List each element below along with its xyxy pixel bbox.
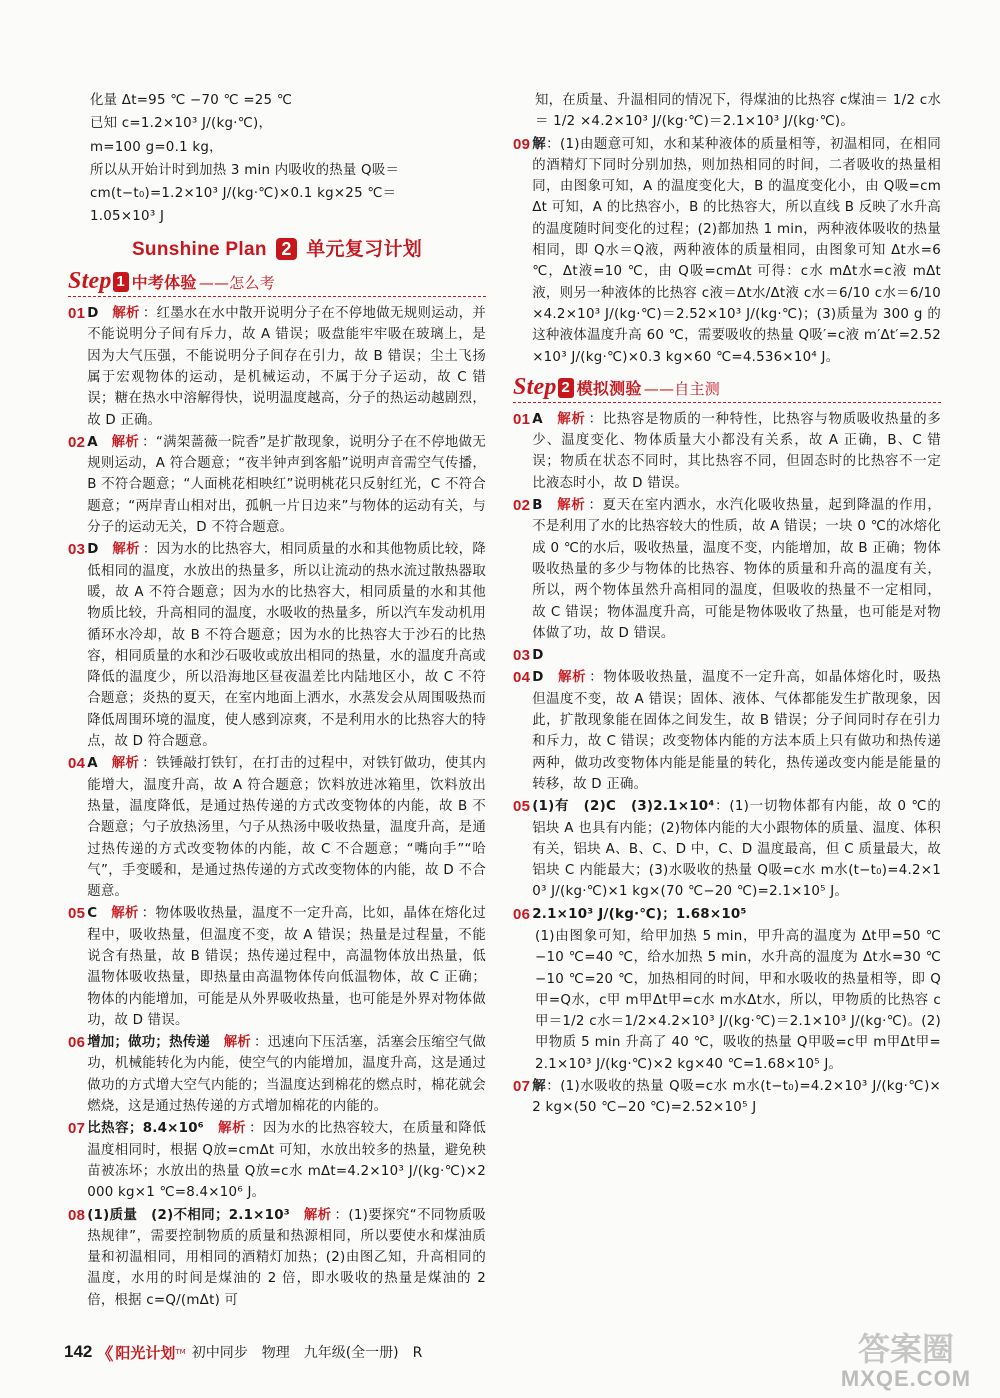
question-number: 04 xyxy=(68,755,86,773)
analysis-text: ：因为水的比热容较大，在质量和降低温度相同时，根据 Q放=cmΔt 可知，水放出较多的热量，避免秧苗被冻坏；水放出的热量 Q放=c水 mΔt=4.2×10³ J/(kg·℃)×2000 kg×1 ℃=8.4×10⁶ J。 xyxy=(87,1121,487,1201)
question-number: 03 xyxy=(513,647,531,665)
answer-key: 2.1×10³ J/(kg·℃)；1.68×10⁵ xyxy=(532,906,747,922)
step2-header xyxy=(513,374,941,403)
analysis-label: 解析 xyxy=(112,542,140,558)
step-number: 2 xyxy=(558,378,574,398)
step1-header xyxy=(68,268,486,297)
analysis-text: ：(1)由题意可知，水和某种液体的质量相等，初温相同，在相同的酒精灯下同时分别加热，则加热相同的时间，二者吸收的热量相同，由图象可知，A 的温度变化大，B 的温度变化小，由 Q吸=cmΔt 可知，A 的比热容小，B 的比热容大，所以直线 B 反映了水升高的温度随时间变化的过程；(2)都加热 1 min，两种液体吸收的热量相同，即 Q水＝Q液，两种液体的质量相同，由图象可知 Δt水=6 ℃，Δt液=10 ℃，由 Q吸=cmΔt 可得：c水 mΔt水=c液 mΔt液，则另一种液体的比热容 c液＝Δt水/Δt液 c水＝6/10 c水＝6/10×4.2×10³ J/(kg·℃)＝2.52×10³ J/(kg·℃)；(3)质量为 300 g 的这种液体温度升高 60 ℃，需要吸收的热量 Q吸′=c液 m′Δt′=2.52×10³ J/(kg·℃)×0.3 kg×60 ℃=4.536×10⁴ J。 xyxy=(532,136,942,365)
analysis-label: 解析 xyxy=(557,411,586,427)
question-number: 01 xyxy=(513,410,531,428)
step-word: Step xyxy=(68,268,112,295)
answer-item xyxy=(513,904,941,925)
step-title: 模拟测验 xyxy=(576,378,642,398)
question-number: 01 xyxy=(68,305,86,323)
chevron-left-icon: 《 xyxy=(96,1344,114,1365)
page-footer xyxy=(64,1337,664,1367)
answer-key: (1)有 (2)C (3)2.1×10⁴ xyxy=(532,799,715,815)
intro-line: 所以从开始计时到加热 3 min 内吸收的热量 Q吸＝ xyxy=(90,162,400,178)
answer-key: (1)质量 (2)不相同；2.1×10³ xyxy=(87,1207,290,1223)
answer-key: D xyxy=(532,670,544,686)
answer-item xyxy=(513,409,941,494)
question-number: 07 xyxy=(513,1078,531,1096)
question-number: 02 xyxy=(513,497,531,515)
question-number: 02 xyxy=(68,433,86,451)
question-number: 05 xyxy=(68,905,86,923)
question-number: 05 xyxy=(513,798,531,816)
answer-item xyxy=(68,303,486,431)
analysis-text: ：“满架蔷薇一院香”是扩散现象，说明分子在不停地做无规则运动，A 符合题意；“夜半钟声到客船”说明声音需空气传播，B 不符合题意；“人面桃花相映红”说明桃花只反射红光，C 不符合题意；“两岸青山相对出，孤帆一片日边来”与物体的运动有关，与分子的运动无关，D 不符合题意。 xyxy=(87,434,487,536)
answer-item xyxy=(68,539,486,752)
analysis-text: ：夏天在室内洒水，水汽化吸收热量，起到降温的作用，不是利用了水的比热容较大的性质，故 A 错误；一块 0 ℃的冰熔化成 0 ℃的水后，吸收热量，温度不变，内能增加，故 B 正确；物体吸收热量的多少与物体的比热容、物体的质量和升高的温度有关，所以，两个物体虽然升高相同的温度，但吸收的热量不一定相同，故 C 错误；物体温度升高，可能是物体吸收了热量，也可能是对物体做了功，故 D 错误。 xyxy=(532,498,942,641)
analysis-label: 解析 xyxy=(223,1035,251,1051)
trademark-mark: TM xyxy=(175,1348,186,1356)
question-number: 07 xyxy=(68,1120,86,1138)
answer-item xyxy=(513,134,941,368)
left-column xyxy=(68,90,486,1312)
analysis-text: ：铁锤敲打铁钉，在打击的过程中，对铁钉做功，使其内能增大，温度升高，故 A 符合题意；饮料放进冰箱里，饮料放出热量，温度降低，是通过热传递的方式改变物体的内能，故 B 不合题意；勺子放热汤里，勺子从热汤中吸收热量，温度升高，是通过热传递的方式改变物体的内能，故 C 不合题意；“嘴向手”“哈气”，手变暖和，是通过热传递的方式改变物体的内能，故 D 不合题意。 xyxy=(87,756,487,900)
answer-item xyxy=(68,753,486,902)
analysis-text: ：物体吸收热量，温度不一定升高，比如，晶体在熔化过程中，吸收热量，但温度不变，故 A 错误；热量是过程量，不能说含有热量，故 B 错误；热传递过程中，高温物体放出热量，低温物体吸收热量，即热量由高温物体传向低温物体，故 C 正确；物体的内能增加，可能是从外界吸收热量，也可能是外界对物体做功，故 D 错误。 xyxy=(87,906,487,1028)
analysis-text: ：(1)要探究“不同物质吸热规律”，需要控制物质的质量和热源相同，所以要使水和煤油质量和初温相同，用相同的酒精灯加热；(2)由图乙知，升高相同的温度，水用的时间是煤油的 2 倍，即水吸收的热量是煤油的 2 倍，根据 c=Q/(mΔt) 可 xyxy=(87,1207,486,1308)
analysis-text: ：比热容是物质的一种特性，比热容与物质吸收热量的多少、温度变化、物体质量大小都没有关系，故 A 正确，B、C 错误；物质在状态不同时，其比热容不同，但固态时的比热容不一定比液态时小，故 D 错误。 xyxy=(532,411,942,491)
step-subtitle: ——怎么考 xyxy=(198,274,275,293)
sunshine-plan-banner xyxy=(68,238,486,260)
analysis-label: 解析 xyxy=(303,1207,332,1223)
series-title: 初中同步 物理 九年级(全一册) R xyxy=(191,1345,423,1361)
answer-item xyxy=(513,1076,941,1119)
answer-item xyxy=(68,903,486,1031)
watermark-text: MXQE.COM xyxy=(840,1366,972,1391)
question-number: 06 xyxy=(513,905,531,923)
analysis-label: 解析 xyxy=(218,1121,247,1137)
watermark-glyphs: 答案圈 xyxy=(857,1330,954,1368)
answer-key: D xyxy=(87,542,99,558)
analysis-text: ：(1)水吸收的热量 Q吸=c水 m水(t−t₀)=4.2×10³ J/(kg·℃)×2 kg×(50 ℃−20 ℃)=2.52×10⁵ J xyxy=(532,1079,942,1116)
analysis-text: (1)由图象可知，给甲加热 5 min，甲升高的温度为 Δt甲=50 ℃−10 ℃=40 ℃，给水加热 5 min，水升高的温度为 Δt水=30 ℃−10 ℃=20 ℃，加热相同的时间，甲和水吸收的热量相等，即 Q甲=Q水，c甲 m甲Δt甲=c水 m水Δt水，所以，甲物质的比热容 c甲＝1/2 c水＝1/2×4.2×10³ J/(kg·℃)＝2.1×10³ J/(kg·℃)。(2)甲物质 5 min 升高了 40 ℃，吸收的热量 Q甲吸=c甲 m甲Δt甲=2.1×10³ J/(kg·℃)×2 kg×40 ℃=1.68×10⁵ J。 xyxy=(535,928,941,1072)
answer-item-continued xyxy=(513,926,941,1075)
question-number: 09 xyxy=(513,135,531,153)
step-number: 1 xyxy=(113,272,129,292)
intro-line: 已知 c=1.2×10³ J/(kg·℃)， xyxy=(90,116,273,132)
question-number: 04 xyxy=(513,669,531,687)
answer-item xyxy=(68,1205,486,1311)
answer-item xyxy=(68,432,486,538)
answer-item xyxy=(513,495,941,644)
answer-item xyxy=(513,645,941,666)
step-subtitle: ——自主测 xyxy=(643,379,720,398)
answer-key: A xyxy=(532,411,543,427)
page-number: 142 xyxy=(64,1342,93,1361)
answer-item-continued xyxy=(513,90,941,133)
banner-prefix: Sunshine Plan xyxy=(131,238,267,260)
answer-key: A xyxy=(87,756,98,772)
answer-item xyxy=(68,1118,486,1203)
watermark-logo xyxy=(822,1330,990,1392)
question-number: 06 xyxy=(68,1034,86,1052)
analysis-label: 解析 xyxy=(111,906,139,922)
intro-line: 1.05×10³ J xyxy=(90,209,165,225)
analysis-text: ：物体吸收热量，温度不一定升高，如晶体熔化时，吸热但温度不变，故 A 错误；固体、液体、气体都能发生扩散现象，因此，扩散现象能在固体之间发生，故 B 错误；分子间同时存在引力和斥力，故 C 错误；改变物体内能的方法本质上只有做功和热传递两种，做功改变物体内能是能量的转化，热传递改变内能是能量的转移，故 D 正确。 xyxy=(532,670,942,792)
answer-key: B xyxy=(532,498,543,514)
intro-line: cm(t−t₀)=1.2×10³ J/(kg·℃)×0.1 kg×25 ℃＝ xyxy=(90,186,397,202)
analysis-label: 解析 xyxy=(111,756,140,772)
analysis-label: 解析 xyxy=(558,670,587,686)
step-word: Step xyxy=(513,373,557,400)
analysis-text: ：(1)一切物体都有内能，故 0 ℃的铝块 A 也具有内能；(2)物体内能的大小跟物体的质量、温度、体积有关，铝块 A、B、C、D 中，C、D 温度最高，但 C 质量最大，故铝块 C 内能最大；(3)水吸收的热量 Q吸=c水 m水(t−t₀)=4.2×10³ J/(kg·℃)×1 kg×(70 ℃−20 ℃)=2.1×10⁵ J。 xyxy=(532,799,941,900)
right-column xyxy=(513,90,941,1120)
step1-answers xyxy=(68,303,486,1311)
answer-item xyxy=(68,1032,486,1117)
brand-name: 阳光计划 xyxy=(115,1343,176,1362)
answer-key: 解 xyxy=(532,1079,547,1095)
analysis-label: 解析 xyxy=(111,434,140,450)
intro-block xyxy=(68,90,486,228)
analysis-text: ：红墨水在水中散开说明分子在不停地做无规则运动，并不能说明分子间有斥力，故 A 错误；吸盘能牢牢吸在玻璃上，是因为大气压强，不能说明分子间存在引力，故 B 错误；尘土飞扬属于宏观物体的运动，是机械运动，不属于分子运动，故 C 错误；糖在热水中溶解得快，说明温度越高，分子的热运动越剧烈，故 D 正确。 xyxy=(87,306,487,428)
answer-key: A xyxy=(87,434,98,450)
analysis-text: 知，在质量、升温相同的情况下，得煤油的比热容 c煤油＝ 1/2 c水＝ 1/2 ×4.2×10³ J/(kg·℃)＝2.1×10³ J/(kg·℃)。 xyxy=(535,93,941,130)
banner-title: 单元复习计划 xyxy=(306,238,423,260)
question-number: 03 xyxy=(68,541,86,559)
step-title: 中考体验 xyxy=(131,273,197,293)
analysis-label: 解析 xyxy=(112,306,140,322)
intro-line: m=100 g=0.1 kg， xyxy=(90,139,223,155)
answer-key: 增加；做功；热传递 xyxy=(87,1035,211,1051)
answer-key: 比热容；8.4×10⁶ xyxy=(87,1121,204,1137)
analysis-text: ：迅速向下压活塞，活塞会压缩空气做功，机械能转化为内能，使空气的内能增加，温度升高，这是通过做功的方式增大空气内能的；当温度达到棉花的燃点时，棉花就会燃烧，这是通过热传递的方式增加棉花的内能的。 xyxy=(87,1035,487,1115)
answer-key: D xyxy=(87,306,99,322)
analysis-label: 解析 xyxy=(557,498,586,514)
answer-item xyxy=(513,796,941,902)
step2-answers xyxy=(513,409,941,1119)
banner-number: 2 xyxy=(276,238,296,260)
analysis-text: ：因为水的比热容大，相同质量的水和其他物质比较，降低相同的温度，水放出的热量多，所以让流动的热水流过散热器取暖，故 A 不符合题意；因为水的比热容大，相同质量的水和其他物质比较，升高相同的温度，水吸收的热量多，所以汽车发动机用循环水冷却，故 B 不符合题意；因为水的比热容大于沙石的比热容，相同质量的水和沙石吸收或放出相同的热量，水的温度升高或降低的温度少，所以沿海地区昼夜温差比内陆地区小，故 C 不符合题意；炎热的夏天，在室内地面上洒水，水蒸发会从周围吸热而降低周围环境的温度，使人感到凉爽，不是利用水的比热容大的特点，故 D 符合题意。 xyxy=(87,542,487,750)
answer-key: D xyxy=(532,648,544,664)
answer-item xyxy=(513,667,941,795)
intro-line: 化量 Δt=95 ℃ −70 ℃ =25 ℃ xyxy=(90,93,293,108)
question-number: 08 xyxy=(68,1206,86,1224)
answer-key: C xyxy=(87,906,98,922)
answer-key: 解 xyxy=(532,136,547,152)
